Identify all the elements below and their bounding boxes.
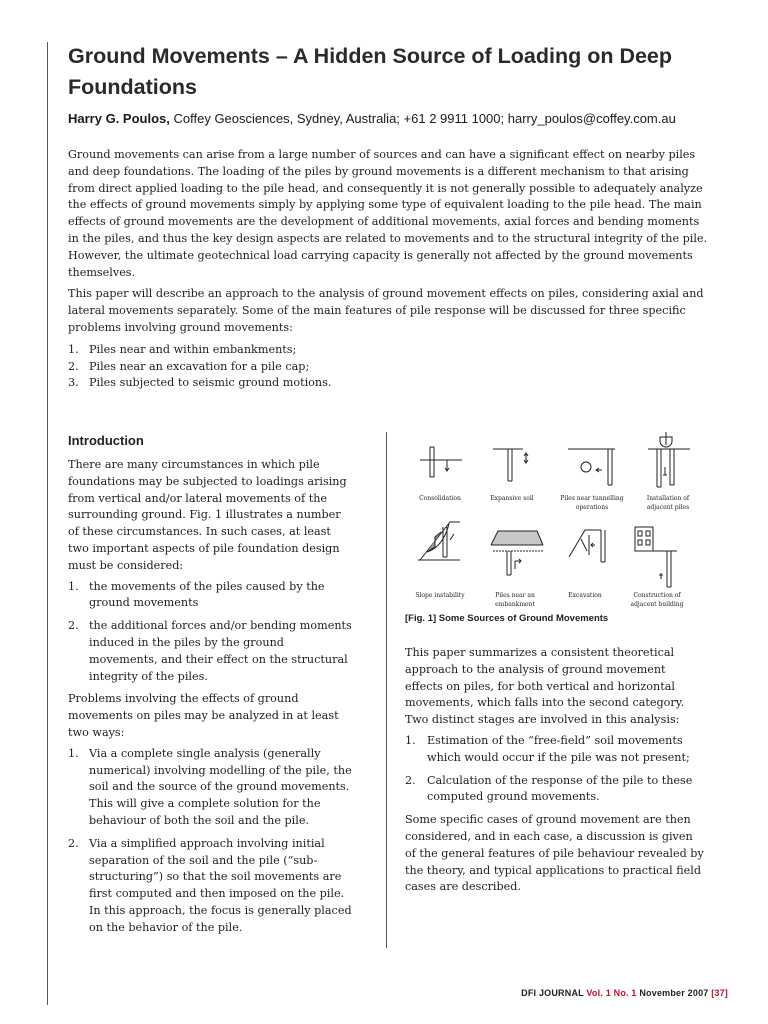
list-number: 1. [68, 746, 79, 760]
design-aspects-list [68, 579, 352, 686]
intro-list [68, 342, 708, 392]
list-text: Calculation of the response of the pile to these computed ground movements. [427, 773, 693, 804]
figure-label: Piles near tunnelling [560, 495, 624, 502]
list-text: Piles near an excavation for a pile cap; [89, 359, 310, 373]
intro-paragraph-1: Ground movements can arise from a large number of sources and can have a significant effect on nearby piles and deep foundations. The loading of the piles by ground movements is a different mechanism to that arising from direct applied loading to the pile head, and consequently it is not generally possible to adequately analyze the effects of ground movements simply by applying some type of equivalent loading to the pile head. The main effects of ground movements are the development of additional movements, axial forces and bending moments in the piles, and thus the key design aspects are related to movements and to the structural integrity of the pile. However, the ultimate geotechnical load carrying capacity is generally not affected by the ground movements themselves. [68, 148, 708, 279]
list-number: 1. [68, 579, 79, 593]
figure-ground-movement-sources [405, 427, 725, 617]
journal-volume: Vol. 1 No. 1 [586, 988, 637, 998]
intro-paragraph-2: This paper will describe an approach to the analysis of ground movement effects on piles, considering axial and lateral movements separately. Some of the main features of pile response will be discussed for three specific problems involving ground movements: [68, 287, 704, 334]
right-paragraph-1: This paper summarizes a consistent theoretical approach to the analysis of ground movement effects on piles, for both vertical and horizontal movements, which falls into the second category. Two distinct stages are involved in this analysis: [405, 646, 685, 727]
list-text: the additional forces and/or bending moments induced in the piles by the ground movements, and their effect on the structural integrity of the piles. [89, 619, 352, 683]
list-item [68, 359, 708, 376]
left-column [68, 432, 352, 943]
figure-label: Expansive soil [490, 495, 534, 502]
figure-label: Slope instability [415, 592, 465, 599]
list-number: 3. [68, 376, 79, 390]
author-line [68, 110, 748, 128]
left-paragraph-2: Problems involving the effects of ground movements on piles may be analyzed in at least two ways: [68, 692, 339, 739]
adjacent-building-diagram [635, 527, 677, 587]
left-margin-rule [47, 42, 48, 1005]
list-number: 2. [68, 359, 79, 373]
expansive-soil-diagram [493, 449, 528, 481]
list-item [68, 579, 352, 613]
list-text: the movements of the piles caused by the ground movements [89, 579, 325, 610]
author-name: Harry G. Poulos, [68, 111, 170, 126]
list-item [68, 618, 352, 685]
list-text: Via a complete single analysis (generally numerical) involving modelling of the pile, the soil and the source of the ground movements. This will give a complete solution for the behaviour of both the soil and the pile. [89, 746, 352, 827]
list-text: Piles subjected to seismic ground motions. [89, 376, 332, 390]
list-item [405, 733, 705, 767]
figure-label: Construction of [633, 592, 681, 599]
analysis-stages-list [405, 733, 705, 806]
left-paragraph-1: There are many circumstances in which pile foundations may be subjected to loadings arising from vertical and/or lateral movements of the surrounding ground. Fig. 1 illustrates a number of these circumstances. In such cases, at least two important aspects of pile foundation design must be considered: [68, 458, 347, 572]
right-column [405, 645, 705, 900]
column-divider-rule [386, 432, 387, 948]
list-text: Piles near and within embankments; [89, 342, 297, 356]
article-title: Ground Movements – A Hidden Source of Loading on Deep Foundations [68, 44, 673, 99]
figure-label: adjacent piles [646, 504, 690, 511]
embankment-diagram [491, 531, 543, 575]
list-item [405, 773, 705, 807]
excavation-diagram [569, 530, 605, 562]
list-number: 2. [68, 619, 79, 633]
figure-label: Excavation [568, 592, 602, 599]
list-item [68, 746, 352, 830]
analysis-methods-list [68, 746, 352, 937]
figure-label: Installation of [646, 495, 690, 502]
figure-caption: [Fig. 1] Some Sources of Ground Movements [405, 613, 609, 624]
journal-name: DFI JOURNAL [521, 988, 584, 998]
adjacent-piles-installation-diagram [648, 432, 690, 487]
page-footer [521, 988, 728, 998]
right-paragraph-2: Some specific cases of ground movement are then considered, and in each case, a discussion is given of the general features of pile behaviour revealed by the theory, and typical applications to practical field cases are described. [405, 813, 704, 894]
section-heading-introduction: Introduction [68, 433, 144, 448]
list-number: 2. [68, 836, 79, 850]
author-affiliation: Coffey Geosciences, Sydney, Australia; +61 2 9911 1000; harry_poulos@coffey.com.au [173, 111, 676, 126]
intro-section [68, 147, 708, 392]
consolidation-diagram [420, 447, 462, 477]
list-number: 2. [405, 773, 416, 787]
journal-date: November 2007 [639, 988, 709, 998]
figure-label: embankment [495, 601, 535, 608]
tunnelling-diagram [568, 449, 615, 485]
list-item [68, 342, 708, 359]
slope-instability-diagram [418, 522, 460, 560]
figure-label: Piles near an [495, 592, 535, 599]
list-text: Estimation of the “free-field” soil movements which would occur if the pile was not present; [427, 733, 690, 764]
figure-label: operations [575, 504, 609, 511]
list-number: 1. [68, 342, 79, 356]
list-text: Via a simplified approach involving initial separation of the soil and the pile (“sub-structuring”) so that the soil movements are first computed and then imposed on the pile. In this approach, the focus is generally placed on the behavior of the pile. [89, 836, 352, 934]
list-number: 1. [405, 733, 416, 747]
list-item [68, 836, 352, 937]
page-number: [37] [711, 988, 728, 998]
list-item [68, 375, 708, 392]
figure-label: Consolidation [419, 495, 461, 502]
figure-label: adjacent building [630, 601, 684, 608]
